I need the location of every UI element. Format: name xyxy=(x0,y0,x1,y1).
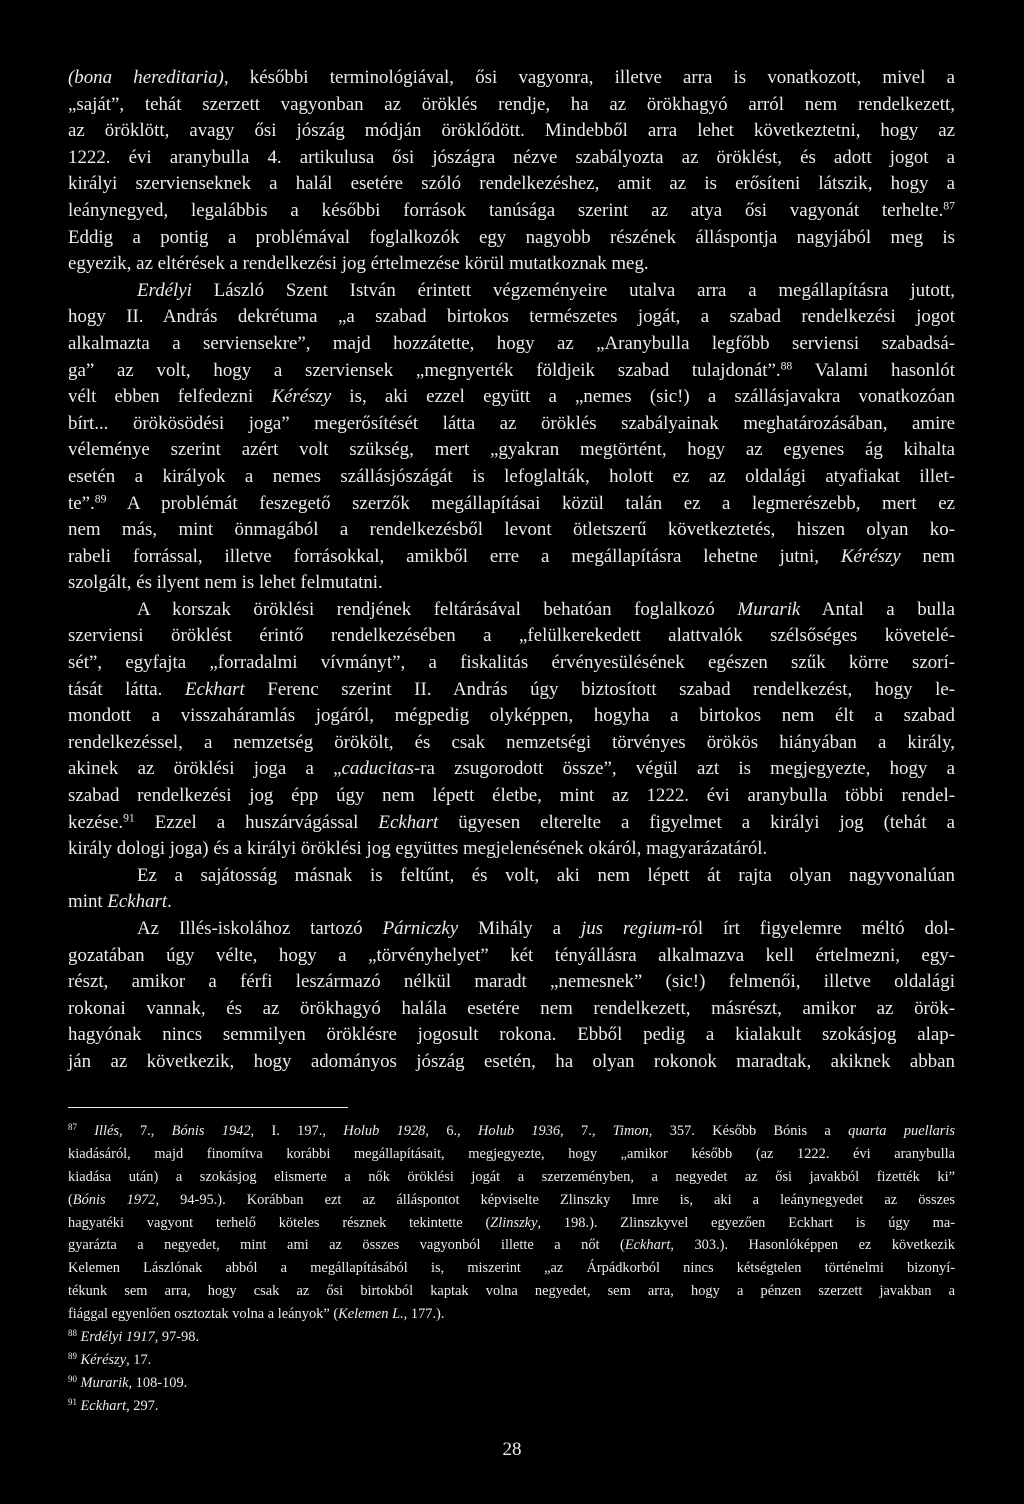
italic-text: Kérészy xyxy=(840,545,901,567)
body-line xyxy=(68,1049,955,1076)
text-run: -ra zsugorodott össze”, végül azt is megjegyezte, hogy a xyxy=(413,758,955,780)
text-run: A korszak öröklési rendjének feltárásával behatóan foglalkozó xyxy=(137,598,738,620)
footnote-line xyxy=(68,1120,955,1143)
text-run: Kelemen Lászlónak abból a megállapításából is, miszerint „az Árpádkorból nincs kétségtelen történelmi bizonyí- xyxy=(68,1260,955,1277)
text-run: , 303.). Hasonlóképpen ez következik xyxy=(670,1237,955,1254)
body-line xyxy=(68,278,955,305)
body-line xyxy=(68,358,955,385)
text-run: , 297. xyxy=(126,1397,159,1414)
text-run: „saját”, tehát szerzett vagyonban az öröklés rendje, ha az örökhagyó arról nem rendelkezett, xyxy=(68,93,955,115)
footnote-line xyxy=(68,1257,955,1280)
text-run: , 357. Később Bónis a xyxy=(648,1123,849,1139)
footnote-marker: 88 xyxy=(68,1328,77,1339)
text-run: kiadása után) a szokásjog elismerte a nők öröklési jogát a szerzeményben, a negyedet az ősi javakból fizették ki” xyxy=(68,1168,955,1185)
italic-text: Holub 1928 xyxy=(343,1123,426,1139)
body-line xyxy=(68,783,955,810)
text-run: hogy II. András dekrétuma „a szabad birtokos természetes jogát, a szabad rendelkezési jogot xyxy=(68,306,955,328)
text-run: bírt... örökösödési joga” megerősítését látta az öröklés szabályainak meghatározásában, amire xyxy=(68,412,955,434)
italic-text: Bónis 1972 xyxy=(72,1191,156,1208)
italic-text: Erdélyi 1917 xyxy=(80,1329,155,1346)
body-line xyxy=(68,703,955,730)
text-run xyxy=(77,1123,94,1139)
body-line xyxy=(68,517,955,544)
italic-text: Eckhart xyxy=(378,811,439,833)
body-line xyxy=(68,65,955,92)
body-line xyxy=(68,304,955,331)
text-run: kezése. xyxy=(68,811,124,833)
text-run: , I. 197., xyxy=(250,1123,344,1139)
text-run: fiággal egyenlően osztoztak volna a leányok” ( xyxy=(68,1306,339,1323)
text-run: , 7., xyxy=(119,1123,172,1139)
body-line xyxy=(68,836,955,863)
text-run: , 7., xyxy=(560,1123,613,1139)
footnote-marker: 88 xyxy=(780,359,793,373)
italic-text: Kérészy xyxy=(271,386,332,408)
text-run: nem más, mint önmagából a rendelkezésből levont ötletszerű következtetés, hiszen olyan ko- xyxy=(68,519,955,541)
body-line xyxy=(68,544,955,571)
text-run: rabeli forrással, illetve forrásokkal, amikből erre a megállapításra lehetne jutni, xyxy=(68,545,841,567)
text-run: , 97-98. xyxy=(154,1329,200,1346)
body-line xyxy=(68,650,955,677)
body-line xyxy=(68,916,955,943)
text-run: tását látta. xyxy=(68,678,185,700)
body-line xyxy=(68,969,955,996)
italic-text: quarta puellaris xyxy=(848,1123,955,1139)
body-line xyxy=(68,225,955,252)
footnote-marker: 91 xyxy=(68,1396,77,1407)
text-run: . xyxy=(167,891,172,913)
footnote-line xyxy=(68,1395,955,1418)
italic-text: Eckhart xyxy=(80,1397,127,1414)
text-run: sét”, egyfajta „forradalmi vívmányt”, a fiskalitás érvényesülésének egészen szűk körre szorí- xyxy=(68,652,955,674)
body-line xyxy=(68,996,955,1023)
italic-text: Kelemen L. xyxy=(338,1306,404,1323)
body-line xyxy=(68,464,955,491)
text-run: szolgált, és ilyent nem is lehet felmutatni. xyxy=(68,572,383,594)
footnote-line xyxy=(68,1166,955,1189)
text-run: egyezik, az eltérések a rendelkezési jog értelmezése körül mutatkoznak meg. xyxy=(68,253,649,275)
italic-text: Murarik xyxy=(737,598,801,620)
footnote-marker: 91 xyxy=(123,811,135,825)
italic-text: Zlinszky xyxy=(490,1214,538,1231)
text-run: vélt ebben felfedezni xyxy=(68,386,272,408)
footnote-line xyxy=(68,1212,955,1235)
body-line xyxy=(68,677,955,704)
text-run: , 108-109. xyxy=(128,1374,188,1391)
text-run: király dologi joga) és a királyi öröklési jog együttes megjelenésének okáról, magyarázatáról. xyxy=(68,838,768,860)
text-run: ga” az volt, hogy a szerviensek „megnyerték földjeik szabad tulajdonát”. xyxy=(68,359,781,381)
text-run: gyarázta a negyedet, mint ami az összes vagyonból illette a nőt ( xyxy=(68,1237,625,1254)
body-line xyxy=(68,331,955,358)
text-run: akinek az öröklési joga a „ xyxy=(68,758,342,780)
footnote-line xyxy=(68,1349,955,1372)
text-run: Az Illés-iskolához tartozó xyxy=(137,918,383,939)
text-run: Valami hasonlót xyxy=(792,359,955,381)
body-line xyxy=(68,411,955,438)
text-run: -ról írt figyelemre méltó dol- xyxy=(675,918,955,939)
body-line xyxy=(68,597,955,624)
text-run: 1222. évi aranybulla 4. artikulusa ősi jószágra nézve szabályozta az öröklést, és adott jogot a xyxy=(68,146,955,168)
footnote-marker: 89 xyxy=(94,492,107,506)
footnote-marker: 87 xyxy=(943,199,955,213)
italic-text: Párniczky xyxy=(382,918,459,939)
body-line xyxy=(68,171,955,198)
italic-text: Eckhart xyxy=(107,891,168,913)
text-run: László Szent István érintett végzeményeire utalva arra a megállapításra jutott, xyxy=(191,279,955,301)
italic-text: Erdélyi xyxy=(137,279,192,301)
body-text xyxy=(68,65,955,1076)
text-run: te”. xyxy=(68,492,95,514)
text-run: az öröklött, avagy ősi jószág módján öröklődött. Mindebből arra lehet következtetni, hogy az xyxy=(68,120,955,142)
body-line xyxy=(68,943,955,970)
text-run: Mihály a xyxy=(458,918,581,939)
text-run: ( xyxy=(68,1191,73,1208)
body-line xyxy=(68,756,955,783)
text-run: hagyatéki vagyont terhelő köteles résznek tekintette ( xyxy=(68,1214,491,1231)
body-line xyxy=(68,623,955,650)
body-line xyxy=(68,570,955,597)
footnote-line xyxy=(68,1189,955,1212)
text-run: , 6., xyxy=(425,1123,479,1139)
footnote-line xyxy=(68,1326,955,1349)
italic-text: Eckhart xyxy=(624,1237,671,1254)
text-run: nem xyxy=(900,545,955,567)
text-run: királyi szervienseknek a halál esetére szóló rendelkezéshez, amit az is erősíteni látszik, hogy a xyxy=(68,173,955,195)
body-line xyxy=(68,145,955,172)
text-run: Eddig a pontig a problémával foglalkozók egy nagyobb részének álláspontja nagyjából meg is xyxy=(68,226,955,248)
text-run: esetén a királyok a nemes szállásjószágát is lefoglalták, holott ez az oldalági atyafiakat illet- xyxy=(68,465,955,487)
text-run: Ez a sajátosság másnak is feltűnt, és volt, aki nem lépett át rajta olyan nagyvonalúan xyxy=(137,864,955,886)
text-run: leánynegyed, legalábbis a későbbi források tanúsága szerint az atya ősi vagyonát terhelte. xyxy=(68,199,944,221)
italic-text: caducitas xyxy=(341,758,414,780)
text-run: Antal a bulla xyxy=(800,598,955,620)
text-run: rendelkezéssel, a nemzetség örökölt, és csak nemzetségi törvényes örökös hiányában a király, xyxy=(68,731,955,753)
text-run: Ferenc szerint II. András úgy biztosított szabad rendelkezést, hogy le- xyxy=(244,678,955,700)
footnote-line xyxy=(68,1303,955,1326)
text-run: mint xyxy=(68,891,108,913)
footnote-marker: 89 xyxy=(68,1351,77,1361)
body-line xyxy=(68,118,955,145)
text-run: szerviensi öröklést érintő rendelkezésében a „felülkerekedett alattvalók szélsőséges követelé- xyxy=(68,625,955,647)
text-run: gozatában úgy vélte, hogy a „törvényhelyet” két tényállásra alkalmazva kell értelmezni, egy- xyxy=(68,944,955,966)
footnotes xyxy=(68,1120,955,1418)
body-line xyxy=(68,491,955,518)
text-run: rokonai vannak, és az örökhagyó halála esetére nem rendelkezett, másrészt, amikor az örök- xyxy=(68,997,955,1019)
body-line xyxy=(68,730,955,757)
text-run: Ezzel a huszárvágással xyxy=(134,811,379,833)
text-run: véleménye szerint azért volt szükség, mert „gyakran megtörtént, hogy az egyenes ág kihalta xyxy=(68,439,955,461)
text-run: részt, amikor a férfi leszármazó nélkül maradt „nemesnek” (sic!) felmenői, illetve oldalági xyxy=(68,971,955,993)
italic-text: Bónis 1942 xyxy=(171,1123,251,1139)
footnote-line xyxy=(68,1143,955,1166)
footnote-marker: 90 xyxy=(68,1373,77,1384)
footnote-line xyxy=(68,1234,955,1257)
body-line xyxy=(68,863,955,890)
text-run: is, aki ezzel együtt a „nemes (sic!) a szállásjavakra vonatkozóan xyxy=(331,386,956,408)
text-run: tékunk sem arra, hogy csak az ősi birtokból kaptak volna negyedet, sem arra, hogy a pénzen szerzett javakban a xyxy=(68,1283,955,1300)
body-line xyxy=(68,384,955,411)
italic-text: (bona hereditaria), xyxy=(68,67,229,88)
text-run: hagyónak nincs semmilyen öröklésre jogosult rokona. Ebből pedig a kialakult szokásjog alap- xyxy=(68,1024,955,1046)
footnote-marker: 87 xyxy=(68,1122,77,1133)
body-line xyxy=(68,198,955,225)
text-run: , 17. xyxy=(126,1351,152,1368)
text-run: , 94-95.). Korábban ezt az álláspontot képviselte Zlinszky Imre is, aki a leánynegyedet az összes xyxy=(155,1191,955,1208)
body-line xyxy=(68,1022,955,1049)
italic-text: Eckhart xyxy=(184,678,245,700)
text-run: ján az következik, hogy adományos jószág esetén, ha olyan rokonok maradtak, akiknek abban xyxy=(68,1050,955,1072)
text-run: alkalmazta a serviensekre”, majd hozzátette, hogy az „Aranybulla legfőbb serviensi szabadsá- xyxy=(68,332,955,354)
italic-text: jus regium xyxy=(580,918,676,939)
text-run: kiadásáról, majd finomítva korábbi megállapításait, megjegyezte, hogy „amikor később (az 1222. évi aranybulla xyxy=(68,1145,955,1162)
italic-text: Murarik xyxy=(80,1374,129,1391)
text-run: , 198.). Zlinszkyvel egyezően Eckhart is úgy ma- xyxy=(537,1214,955,1231)
footnote-separator xyxy=(68,1107,348,1108)
footnote-line xyxy=(68,1372,955,1395)
page-number: 28 xyxy=(502,1439,522,1460)
text-run: , 177.). xyxy=(403,1306,445,1323)
body-line xyxy=(68,437,955,464)
text-run: későbbi terminológiával, ősi vagyonra, illetve arra is vonatkozott, mivel a xyxy=(228,67,956,88)
body-line xyxy=(68,810,955,837)
italic-text: Illés xyxy=(94,1123,120,1139)
footnote-line xyxy=(68,1280,955,1303)
body-line xyxy=(68,251,955,278)
text-run: ügyesen elterelte a figyelmet a királyi jog (tehát a xyxy=(438,811,956,833)
body-line xyxy=(68,889,955,916)
italic-text: Timon xyxy=(612,1123,649,1139)
body-line xyxy=(68,92,955,119)
text-run: szabad rendelkezési jog épp úgy nem lépett életbe, mint az 1222. évi aranybulla többi rendel- xyxy=(68,785,955,807)
italic-text: Holub 1936 xyxy=(478,1123,561,1139)
italic-text: Kérészy xyxy=(80,1351,127,1368)
text-run: A problémát feszegető szerzők megállapításai közül talán ez a legmerészebb, mert ez xyxy=(106,492,955,514)
text-run: mondott a visszaháramlás jogáról, mégpedig olyképpen, hogyha a birtokos nem élt a szabad xyxy=(68,705,955,727)
